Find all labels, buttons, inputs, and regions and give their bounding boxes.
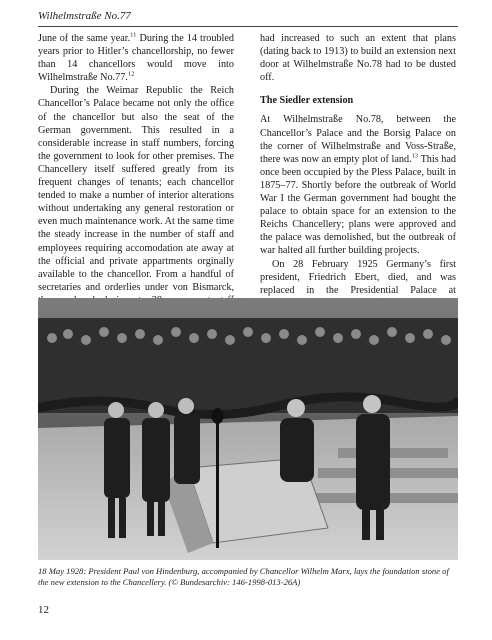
right-column (260, 32, 456, 323)
photo-caption: 18 May 1928: President Paul von Hindenburg, accompanied by Chancellor Wilhelm Marx, lays the foundation stone of the new extension to the Chancellery. (© Bundesarchiv: 146-1998-013-26A) (38, 566, 449, 587)
page-number: 12 (38, 604, 49, 616)
paragraph: had increased to such an extent that plans (dating back to 1913) to build an extension next door at Wilhelmstraße No.78 had to be dusted off. (260, 33, 456, 84)
paragraph: At Wilhelmstraße No.78, between the Chancellor’s Palace and the Borsig Palace on the corner of Wilhelmstraße and Voss-Straße, there was now an empty plot of land.$^{13}$ This had once been occupied by the Pless Palace, built in 1875–77. Shortly before the outbreak of World War I the German government had bought the palace to obtain space for an extension to the Reichs Chancellery; plans were approved and the palace was demolished, but the outbreak of war halted all further building projects. (260, 114, 457, 257)
paragraph: During the Weimar Republic the Reich Chancellor’s Palace became not only the office of the chancellor but also the seat of the German government. This resulted in a considerable increase in staff numbers, forcing the government to look for other premises. The Chancellery itself suffered greatly from its frequent changes of tenants; each chancellor tended to make a number of interior alterations without undertaking any general restoration or even much maintenance work. At the same time the steady increase in the number of staff and employees requiring accomodation ate away at the official and private appartments orginally available to the chancellor. From a handful of secretaries and orderlies under von Bismarck, (38, 85, 234, 293)
historical-photograph (38, 298, 458, 560)
left-column (38, 32, 234, 320)
section-heading: The Siedler extension (260, 95, 354, 107)
photo-illustration (38, 298, 458, 560)
footnote-ref[interactable]: 13 (411, 152, 419, 160)
running-head: Wilhelmstraße No.77 (38, 10, 131, 22)
footnote-ref[interactable]: 11 (130, 31, 137, 39)
paragraph: June of the same year.$^{11}$ During the 14 troubled years prior to Hitler’s chancellorship, no fewer than 14 chancellors would move into Wilhelmstraße No.77.12 (38, 31, 234, 84)
paragraph: On 28 February 1925 Germany’s first president, Friedrich Ebert, died, and was replaced in the Presidential Palace at (260, 258, 456, 296)
footnote-ref[interactable]: 12 (127, 70, 135, 78)
header-rule (38, 26, 458, 27)
